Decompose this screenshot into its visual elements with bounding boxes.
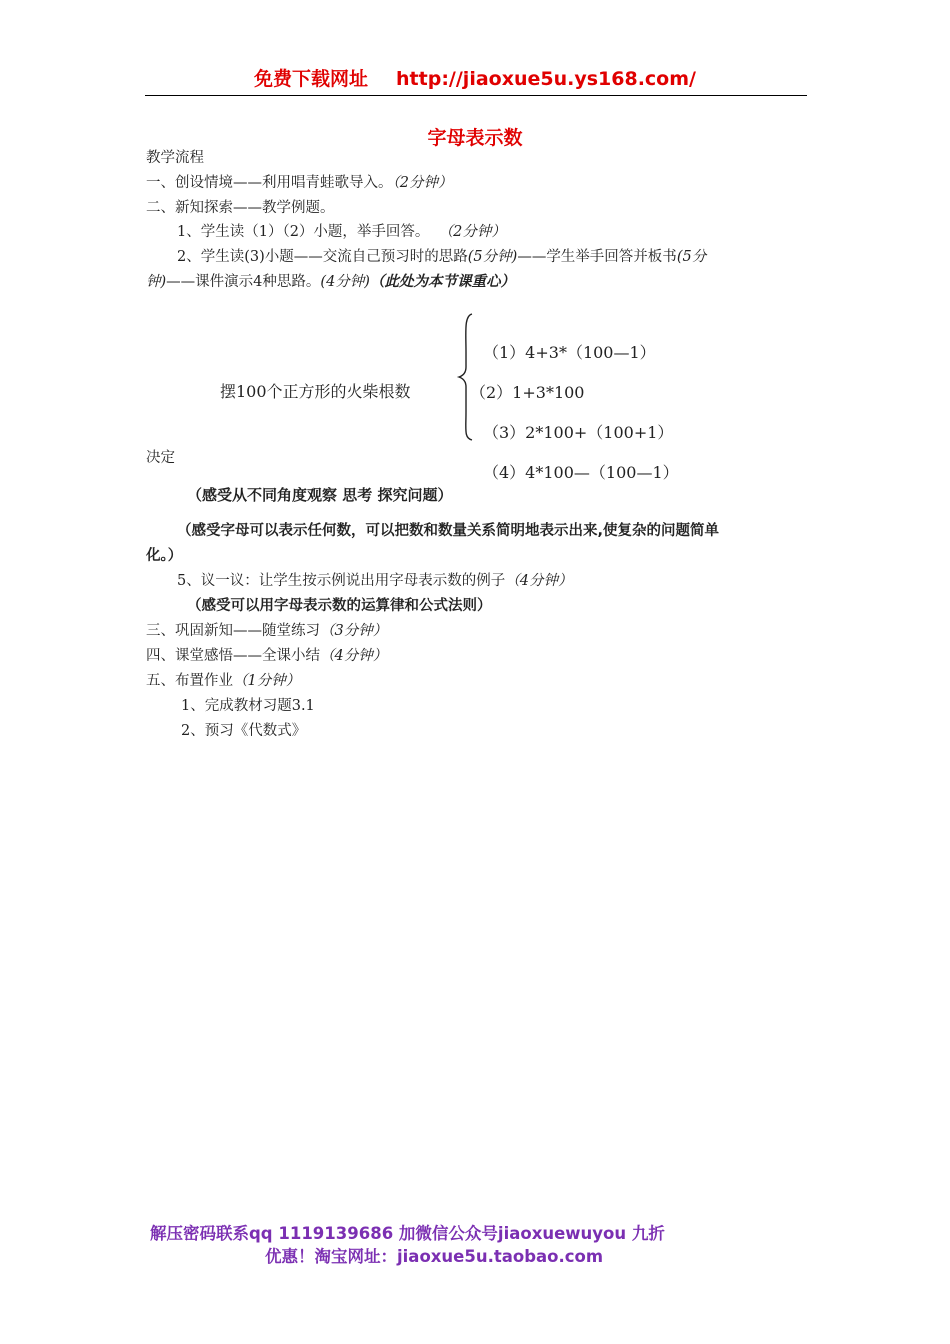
section-2-item-2-text-c: ——课件演示4种思路。 (166, 274, 321, 290)
section-4-time: （4分钟） (320, 648, 388, 664)
section-3-time: （3分钟） (320, 623, 388, 639)
item-5 (177, 571, 572, 591)
homework-item-2: 2、预习《代数式》 (181, 723, 307, 739)
item-5-text: 5、议一议：让学生按示例说出用字母表示数的例子 (177, 573, 506, 589)
section-5 (146, 671, 300, 691)
side-label: 决定 (146, 450, 175, 466)
flow-heading: 教学流程 (146, 150, 204, 166)
lesson-focus-note: （此处为本节课重心） (369, 274, 515, 290)
section-2-item-2-line-2 (146, 272, 515, 292)
section-5-time: （1分钟） (233, 673, 301, 689)
item-5-time: （4分钟） (505, 573, 573, 589)
section-2: 二、新知探索——教学例题。 (146, 200, 335, 216)
method-option-1: （1）4+3*（100—1） (483, 343, 656, 362)
footer-line-2: 优惠！淘宝网址：jiaoxue5u.taobao.com (265, 1247, 604, 1266)
page-header (0, 64, 950, 91)
section-3-text: 三、巩固新知——随堂练习 (146, 623, 320, 639)
section-3 (146, 621, 387, 641)
footer-line-1: 解压密码联系qq 1119139686 加微信公众号jiaoxuewuyou 九折 (150, 1224, 665, 1243)
header-divider (145, 95, 807, 96)
method-option-2: （2）1+3*100 (470, 383, 585, 402)
method-option-3: （3）2*100+（100+1） (483, 423, 674, 442)
note-letters-line-1: （感受字母可以表示任何数，可以把数和数量关系简明地表示出来,使复杂的问题简单 (177, 523, 720, 539)
section-2-item-2-time-1: (5分钟) (467, 249, 518, 265)
section-1 (146, 173, 452, 193)
section-4-text: 四、课堂感悟——全课小结 (146, 648, 320, 664)
note-rules: （感受可以用字母表示数的运算律和公式法则） (187, 598, 492, 614)
section-2-item-2-line-1 (177, 247, 706, 267)
section-4 (146, 646, 387, 666)
note-letters-line-2: 化。） (146, 548, 183, 564)
method-option-4: （4）4*100—（100—1） (483, 463, 679, 482)
section-2-item-2-time-3: (4分钟) (320, 274, 370, 290)
document-title: 字母表示数 (427, 127, 523, 149)
section-2-item-2-text-a: 2、学生读(3)小题——交流自己预习时的思路 (177, 249, 468, 265)
note-different-angles: （感受从不同角度观察 思考 探究问题） (187, 486, 453, 504)
section-1-text: 一、创设情境——利用唱青蛙歌导入。 (146, 175, 393, 191)
section-2-item-2-time-2-cont: 钟) (146, 274, 167, 290)
header-url-link[interactable]: http://jiaoxue5u.ys168.com/ (396, 68, 696, 90)
section-2-item-1-time: （2分钟） (438, 224, 506, 240)
section-2-item-2-text-b: ——学生举手回答并板书 (517, 249, 677, 265)
section-1-time: （2分钟） (392, 175, 453, 191)
curly-brace-icon (456, 312, 476, 442)
header-site-label: 免费下载网址 (254, 68, 369, 90)
section-2-item-1-text: 1、学生读（1）（2）小题，举手回答。 (177, 224, 430, 240)
section-5-text: 五、布置作业 (146, 673, 233, 689)
matchstick-label: 摆100个正方形的火柴根数 (220, 382, 411, 401)
section-2-item-1 (177, 222, 506, 242)
homework-item-1: 1、完成教材习题3.1 (181, 698, 315, 714)
section-2-item-2-time-2: (5分 (676, 249, 707, 265)
